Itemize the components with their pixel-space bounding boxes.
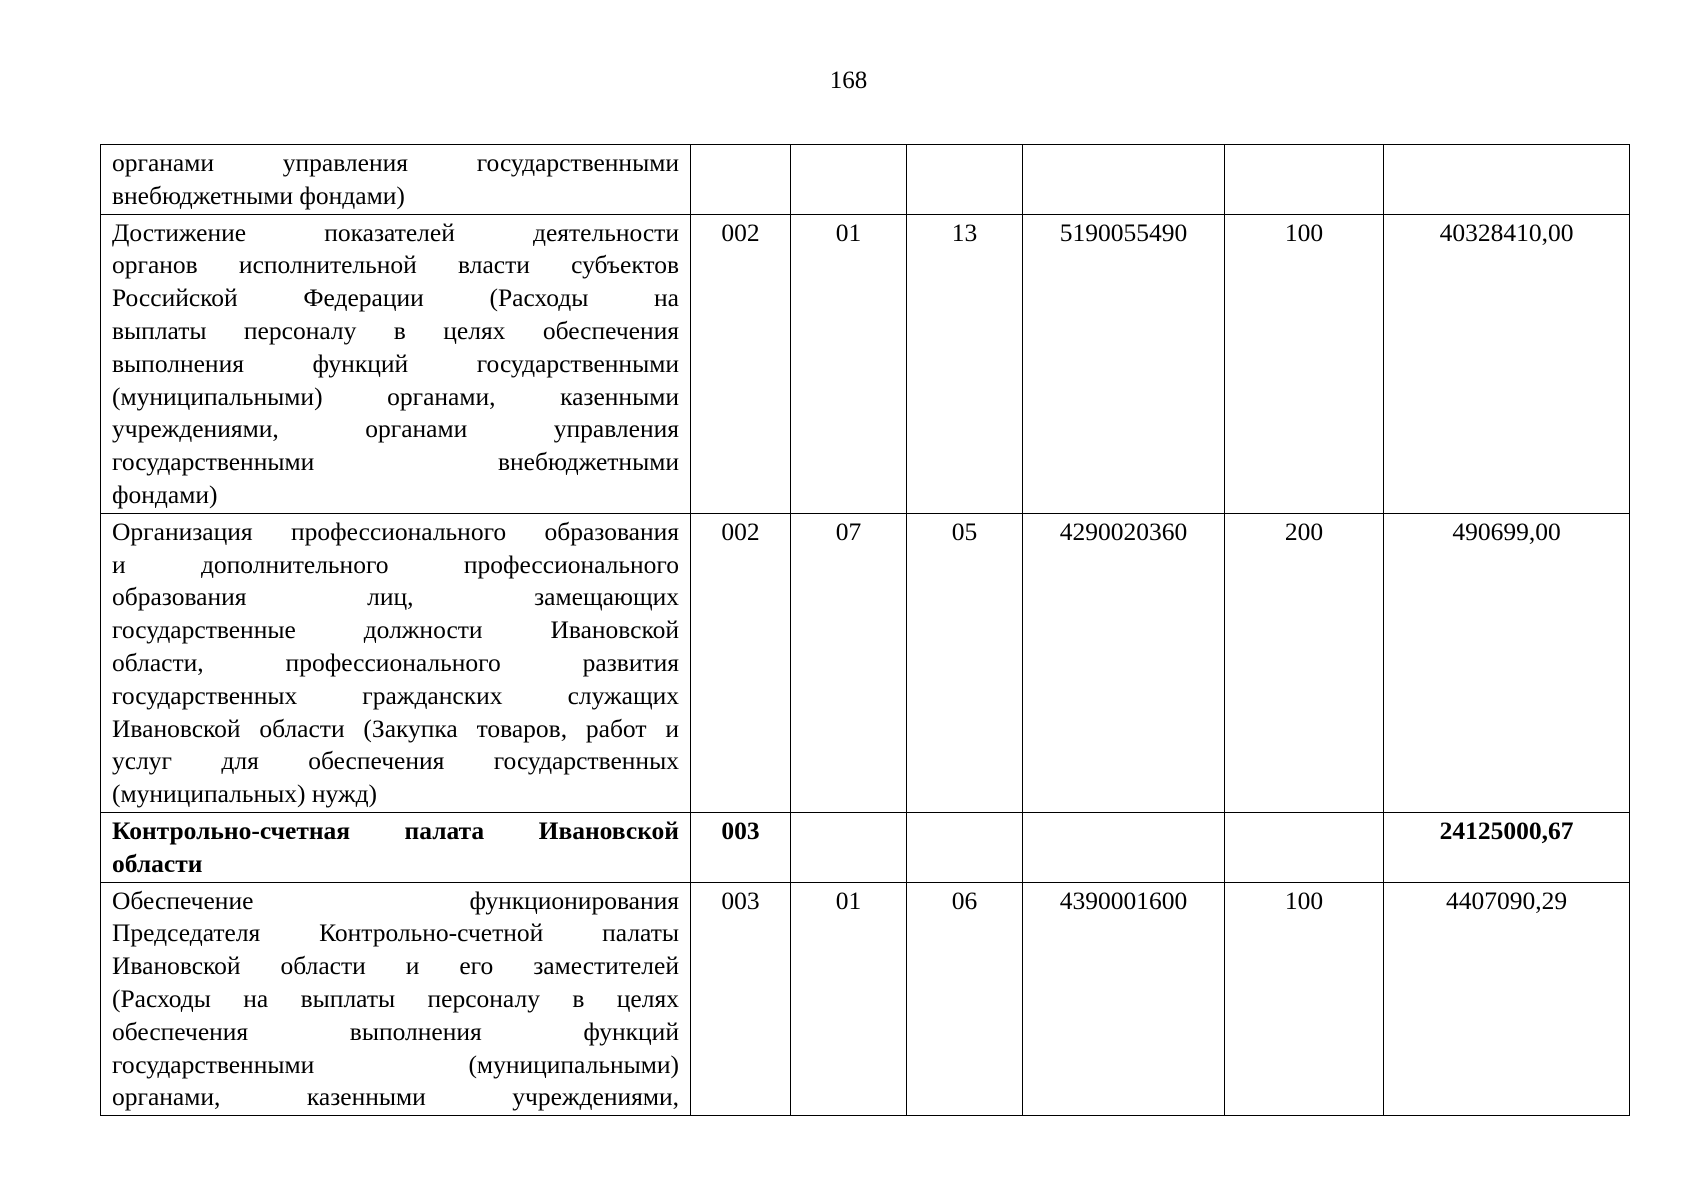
cell-vr	[1225, 145, 1384, 215]
cell-razdel: 07	[791, 513, 907, 812]
word: области	[280, 951, 366, 981]
word: Организация	[112, 516, 253, 546]
word: государственных	[112, 680, 298, 710]
word: товаров,	[476, 713, 568, 743]
word: субъектов	[571, 250, 679, 280]
description-line	[112, 446, 679, 479]
word: Ивановской	[538, 815, 679, 845]
word: его	[459, 951, 494, 981]
description-line	[112, 885, 679, 918]
cell-amount	[1384, 145, 1630, 215]
word: должности	[363, 615, 483, 645]
word: для	[221, 746, 259, 776]
word: деятельности	[533, 217, 679, 247]
cell-podrazdel	[907, 812, 1023, 882]
cell-vr	[1225, 812, 1384, 882]
description-line	[112, 282, 679, 315]
description-line	[112, 315, 679, 348]
word: исполнительной	[238, 250, 417, 280]
word: выплаты	[300, 983, 396, 1013]
word: Председателя	[112, 918, 261, 948]
cell-amount: 4407090,29	[1384, 882, 1630, 1116]
cell-podrazdel: 06	[907, 882, 1023, 1116]
word: обеспечения	[112, 1016, 249, 1046]
description-line	[112, 983, 679, 1016]
word: Ивановской	[550, 615, 679, 645]
word: управления	[553, 414, 679, 444]
word: лиц,	[367, 582, 414, 612]
word: обеспечения	[308, 746, 445, 776]
word: Контрольно-счетной	[319, 918, 544, 948]
cell-podrazdel	[907, 145, 1023, 215]
description-line	[112, 647, 679, 680]
description-line	[112, 950, 679, 983]
table-row	[101, 882, 1630, 1116]
word: Федерации	[303, 283, 424, 313]
word: выплаты	[112, 315, 207, 345]
cell-razdel: 01	[791, 214, 907, 513]
word: персоналу	[243, 315, 357, 345]
word: Российской	[112, 283, 238, 313]
word: области,	[112, 647, 204, 677]
table-row	[101, 145, 1630, 215]
word: профессионального	[463, 549, 679, 579]
word: внебюджетными	[497, 447, 679, 477]
word: (муниципальными)	[112, 381, 323, 411]
word: Ивановской	[112, 951, 241, 981]
description-line: области	[112, 848, 203, 878]
word: органов	[112, 250, 198, 280]
word: государственными	[112, 1049, 315, 1079]
description-line	[112, 549, 679, 582]
word: казенными	[306, 1082, 426, 1112]
description-line	[112, 614, 679, 647]
word: Достижение	[112, 217, 247, 247]
cell-razdel	[791, 812, 907, 882]
word: в	[572, 983, 585, 1013]
word: Контрольно-счетная	[112, 815, 351, 845]
word: учреждениями,	[512, 1082, 679, 1112]
word: (Закупка	[363, 713, 458, 743]
budget-table	[100, 144, 1630, 1116]
cell-csr	[1023, 145, 1225, 215]
word: функций	[312, 348, 409, 378]
cell-vr: 100	[1225, 882, 1384, 1116]
word: профессионального	[290, 516, 507, 546]
word: целях	[443, 315, 506, 345]
word: (муниципальными)	[468, 1049, 679, 1079]
cell-grbs	[691, 145, 791, 215]
word: палаты	[602, 918, 679, 948]
word: образования	[544, 516, 679, 546]
word: и	[112, 549, 126, 579]
word: государственные	[112, 615, 296, 645]
word: на	[243, 983, 269, 1013]
page-number: 168	[829, 67, 868, 94]
word: работ	[585, 713, 647, 743]
word: замещающих	[534, 582, 679, 612]
description-line	[112, 581, 679, 614]
word: органами,	[387, 381, 496, 411]
word: органами,	[112, 1082, 221, 1112]
cell-vr: 100	[1225, 214, 1384, 513]
cell-csr: 4290020360	[1023, 513, 1225, 812]
word: на	[654, 283, 679, 313]
description-line	[112, 381, 679, 414]
word: гражданских	[362, 680, 503, 710]
word: Ивановской	[112, 713, 241, 743]
word: профессионального	[285, 647, 501, 677]
word: образования	[112, 582, 247, 612]
word: заместителей	[533, 951, 679, 981]
description-line	[112, 713, 679, 746]
description-line: фондами)	[112, 479, 218, 509]
cell-csr: 5190055490	[1023, 214, 1225, 513]
description-line	[112, 516, 679, 549]
word: власти	[458, 250, 530, 280]
word: персоналу	[427, 983, 540, 1013]
table-row	[101, 513, 1630, 812]
cell-amount: 490699,00	[1384, 513, 1630, 812]
description-line	[112, 1081, 679, 1114]
word: дополнительного	[200, 549, 389, 579]
word: выполнения	[112, 348, 244, 378]
row-description	[101, 812, 691, 882]
description-line	[112, 413, 679, 446]
description-line	[112, 348, 679, 381]
description-line: (муниципальных) нужд)	[112, 779, 378, 809]
description-line	[112, 147, 679, 180]
word: государственными	[112, 447, 315, 477]
word: (Расходы	[489, 283, 589, 313]
cell-amount: 24125000,67	[1384, 812, 1630, 882]
table-row-section-header	[101, 812, 1630, 882]
word: целях	[616, 983, 679, 1013]
description-line	[112, 917, 679, 950]
description-line	[112, 680, 679, 713]
cell-csr	[1023, 812, 1225, 882]
cell-grbs: 003	[691, 812, 791, 882]
word: государственных	[493, 746, 679, 776]
table-body	[101, 145, 1630, 1116]
word: служащих	[567, 680, 679, 710]
word: в	[393, 315, 406, 345]
word: выполнения	[349, 1016, 482, 1046]
description-line	[112, 815, 679, 848]
cell-csr: 4390001600	[1023, 882, 1225, 1116]
word: показателей	[324, 217, 455, 247]
word: области	[259, 713, 345, 743]
word: государственными	[476, 348, 679, 378]
word: обеспечения	[542, 315, 679, 345]
cell-podrazdel: 13	[907, 214, 1023, 513]
word: и	[665, 713, 679, 743]
word: палата	[404, 815, 485, 845]
row-description	[101, 145, 691, 215]
row-description	[101, 214, 691, 513]
cell-podrazdel: 05	[907, 513, 1023, 812]
word: развития	[582, 647, 679, 677]
word: услуг	[112, 746, 173, 776]
cell-razdel	[791, 145, 907, 215]
word: Обеспечение	[112, 885, 254, 915]
word: государственными	[476, 148, 679, 177]
cell-razdel: 01	[791, 882, 907, 1116]
description-line	[112, 1016, 679, 1049]
cell-grbs: 002	[691, 513, 791, 812]
description-line	[112, 217, 679, 250]
row-description	[101, 882, 691, 1116]
description-line	[112, 1049, 679, 1082]
cell-grbs: 003	[691, 882, 791, 1116]
cell-grbs: 002	[691, 214, 791, 513]
description-line	[112, 745, 679, 778]
row-description	[101, 513, 691, 812]
word: казенными	[560, 381, 679, 411]
word: функций	[583, 1016, 679, 1046]
word: (Расходы	[112, 983, 211, 1013]
word: управления	[282, 148, 408, 177]
word: и	[405, 951, 420, 981]
description-line	[112, 249, 679, 282]
cell-amount: 40328410,00	[1384, 214, 1630, 513]
word: органами	[365, 414, 468, 444]
word: функционирования	[469, 885, 679, 915]
description-line: внебюджетными фондами)	[112, 180, 405, 210]
table-row	[101, 214, 1630, 513]
cell-vr: 200	[1225, 513, 1384, 812]
word: органами	[112, 148, 215, 177]
word: учреждениями,	[112, 414, 279, 444]
